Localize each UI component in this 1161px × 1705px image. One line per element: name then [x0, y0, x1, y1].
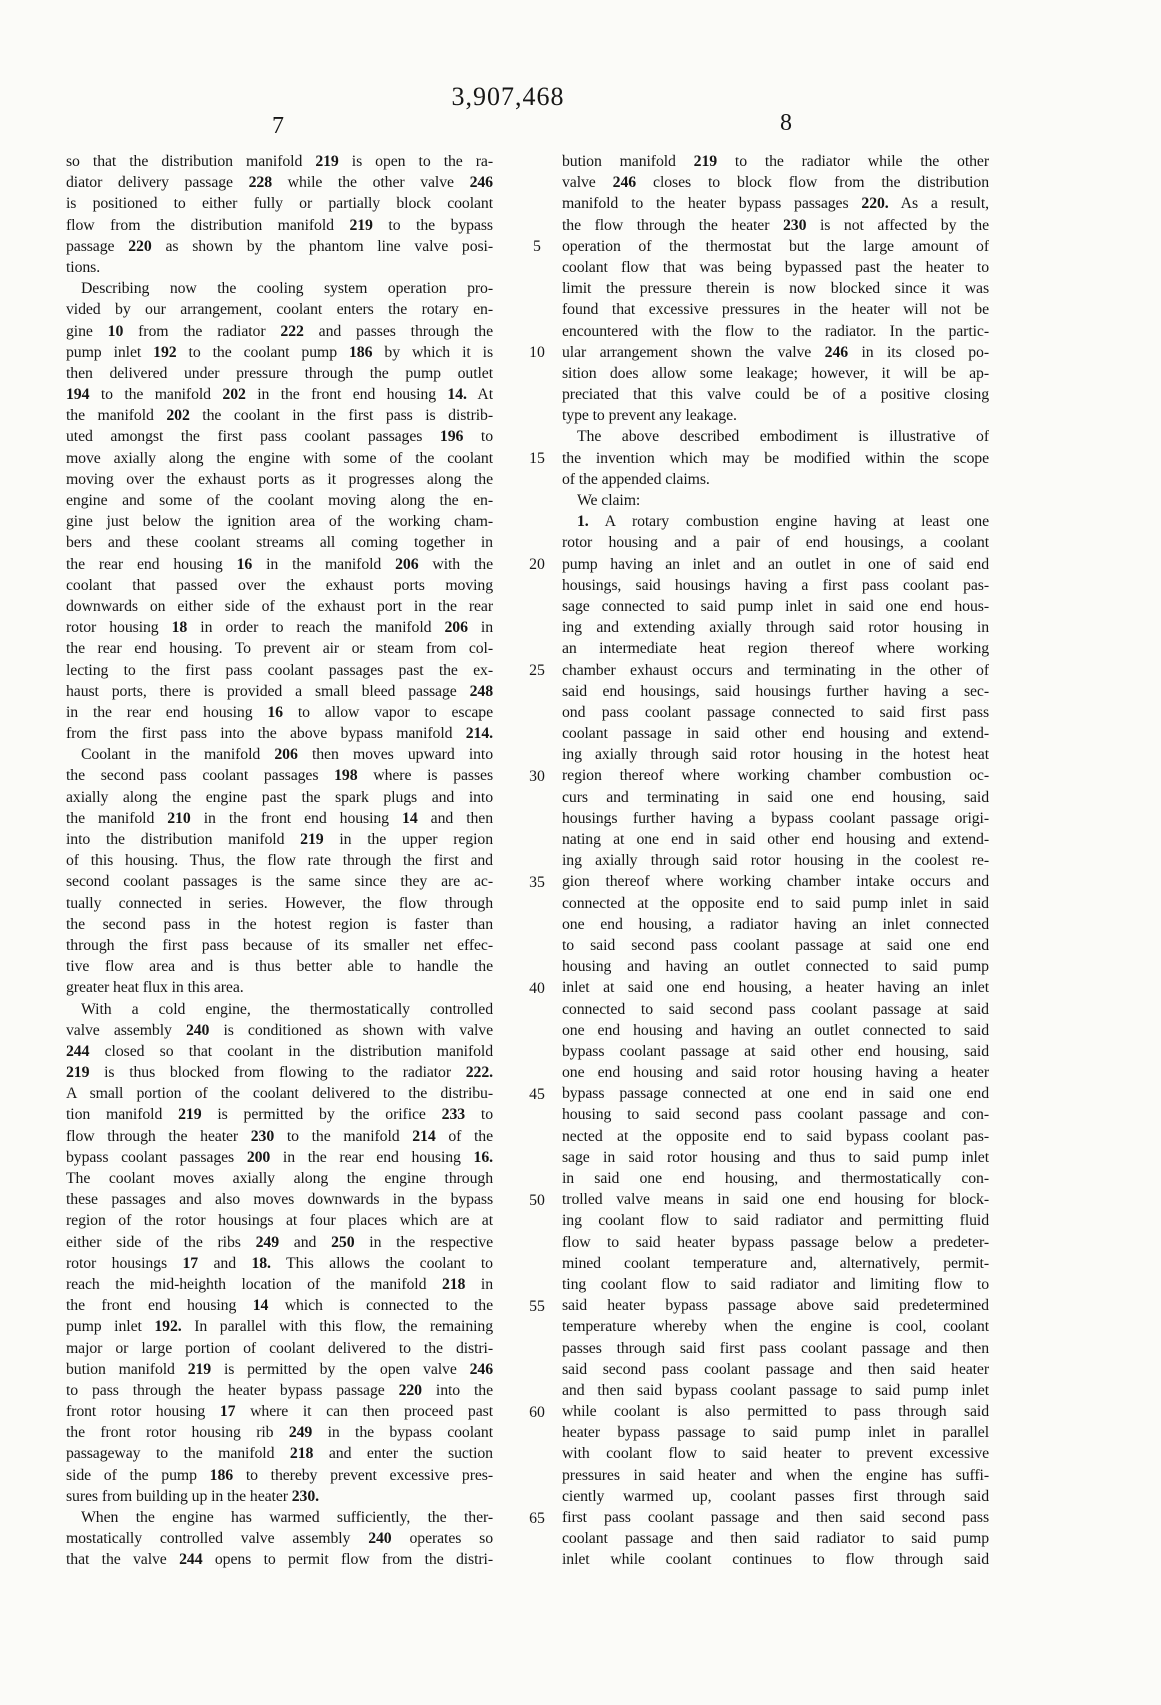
text-line: said second pass coolant passage and then said heater — [562, 1360, 989, 1378]
text-line: rotor housings 17 and 18. This allows the coolant to — [66, 1254, 493, 1272]
text-line: ing axially through said rotor housing in the coolest re- — [562, 852, 989, 870]
text-line: inlet while coolant continues to flow through said — [562, 1551, 989, 1569]
text-line: coolant passage in said other end housing and extend- — [562, 725, 989, 743]
text-line: flow to said heater bypass passage below a predeter- — [562, 1233, 989, 1251]
text-line: With a cold engine, the thermostatically controlled — [81, 1000, 493, 1018]
text-line: while coolant is also permitted to pass through said — [562, 1403, 989, 1421]
line-number: 50 — [529, 1191, 545, 1209]
line-number: 30 — [529, 767, 545, 785]
left-column-text — [66, 151, 493, 1571]
text-line: the invention which may be modified within the scope — [562, 449, 989, 467]
text-line: coolant passage and then said radiator to said pump — [562, 1530, 989, 1548]
text-line: front rotor housing 17 where it can then proceed past — [66, 1403, 493, 1421]
text-line: valve assembly 240 is conditioned as shown with valve — [66, 1021, 493, 1039]
text-line: curs and terminating in said one end housing, said — [562, 788, 989, 806]
text-line: ing axially through said rotor housing in the hotest heat — [562, 746, 989, 764]
column-number-right: 8 — [780, 110, 792, 136]
text-line: gion thereof where working chamber intake occurs and — [562, 873, 989, 891]
text-line: inlet at said one end housing, a heater having an inlet — [562, 979, 989, 997]
text-line: tions. — [66, 258, 101, 276]
line-number: 15 — [529, 449, 545, 467]
text-line: then delivered under pressure through the pump outlet — [66, 364, 493, 382]
text-line: rotor housing 18 in order to reach the manifold 206 in — [66, 619, 493, 637]
text-line: mined coolant temperature and, alternatively, permit- — [562, 1254, 989, 1272]
text-line: sage connected to said pump inlet in said one end hous- — [562, 597, 989, 615]
text-line: to pass through the heater bypass passage 220 into the — [66, 1381, 493, 1399]
text-line: valve 246 closes to block flow from the distribution — [562, 174, 989, 192]
text-line: move axially along the engine with some of the coolant — [66, 449, 493, 467]
text-line: uted amongst the first pass coolant passages 196 to — [66, 428, 493, 446]
text-line: When the engine has warmed sufficiently, the ther- — [81, 1509, 493, 1526]
text-line: bution manifold 219 is permitted by the open valve 246 — [66, 1360, 493, 1378]
column-number-left: 7 — [272, 113, 284, 139]
text-line: ciently warmed up, coolant passes first through said — [562, 1487, 989, 1505]
text-line: haust ports, there is provided a small bleed passage 248 — [66, 682, 493, 700]
text-line: major or large portion of coolant delivered to the distri- — [66, 1339, 493, 1357]
text-line: type to prevent any leakage. — [562, 407, 737, 425]
text-line: tually connected in series. However, the flow through — [66, 894, 493, 912]
text-line: sage in said rotor housing and thus to said pump inlet — [562, 1148, 989, 1166]
text-line: nected at the opposite end to said bypass coolant pas- — [562, 1127, 989, 1145]
text-line: flow from the distribution manifold 219 to the bypass — [66, 216, 493, 234]
text-line: so that the distribution manifold 219 is open to the ra- — [66, 153, 493, 170]
text-line: trolled valve means in said one end housing for block- — [562, 1191, 989, 1209]
text-line: coolant flow that was being bypassed past the heater to — [562, 258, 989, 276]
text-line: passageway to the manifold 218 and enter the suction — [66, 1445, 493, 1463]
text-line: to said second pass coolant passage at said one end — [562, 936, 989, 954]
text-line: sition does allow some leakage; however, it will be ap- — [562, 364, 989, 382]
text-line: one end housing, a radiator having an inlet connected — [562, 915, 989, 933]
text-line: connected to said second pass coolant passage at said — [562, 1000, 989, 1018]
line-number: 65 — [529, 1509, 545, 1527]
text-line: vided by our arrangement, coolant enters the rotary en- — [66, 301, 493, 319]
text-line: rotor housing and a pair of end housings, a coolant — [562, 534, 989, 552]
text-line: mostatically controlled valve assembly 240 operates so — [66, 1530, 493, 1548]
text-line: region of the rotor housings at four places which are at — [66, 1212, 493, 1230]
text-line: the rear end housing 16 in the manifold 206 with the — [66, 555, 493, 573]
text-line: pump having an inlet and an outlet in one of said end — [562, 555, 989, 573]
text-line: gine just below the ignition area of the working cham- — [66, 513, 493, 531]
text-line: limit the pressure therein is now blocked since it was — [562, 280, 989, 298]
text-line: in said one end housing, and thermostatically con- — [562, 1170, 989, 1187]
text-line: operation of the thermostat but the large amount of — [562, 237, 989, 255]
text-line: connected at the opposite end to said pump inlet in said — [562, 894, 989, 912]
text-line: ing coolant flow to said radiator and permitting fluid — [562, 1212, 989, 1230]
text-line: that the valve 244 opens to permit flow from the distri- — [66, 1551, 493, 1569]
text-line: sures from building up in the heater 230. — [66, 1487, 319, 1505]
text-line: the second pass in the hotest region is faster than — [66, 915, 493, 933]
text-line: The coolant moves axially along the engine through — [66, 1170, 493, 1187]
line-number-gutter — [522, 151, 552, 1571]
text-line: 1. A rotary combustion engine having at least one — [577, 513, 989, 531]
text-line: diator delivery passage 228 while the other valve 246 — [66, 174, 493, 192]
text-line: bypass coolant passage at said other end housing, said — [562, 1042, 989, 1060]
text-line: tive flow area and is thus better able to handle the — [66, 958, 493, 976]
text-line: greater heat flux in this area. — [66, 979, 244, 997]
text-line: said end housings, said housings further having a sec- — [562, 682, 989, 700]
text-line: housings further having a bypass coolant passage origi- — [562, 809, 989, 827]
text-line: housing to said second pass coolant passage and con- — [562, 1106, 989, 1124]
text-line: one end housing and said rotor housing having a heater — [562, 1064, 989, 1082]
text-line: of this housing. Thus, the flow rate through the first and — [66, 852, 493, 870]
line-number: 60 — [529, 1403, 545, 1421]
text-line: the rear end housing. To prevent air or steam from col- — [66, 640, 493, 658]
text-line: is positioned to either fully or partially block coolant — [66, 195, 493, 213]
text-line: engine and some of the coolant moving along the en- — [66, 492, 493, 509]
text-line: the front end housing 14 which is connected to the — [66, 1297, 493, 1315]
text-line: lecting to the first pass coolant passages past the ex- — [66, 661, 493, 679]
line-number: 10 — [529, 343, 545, 361]
line-number: 5 — [533, 237, 541, 255]
text-line: region thereof where working chamber combustion oc- — [562, 767, 989, 785]
text-line: encountered with the flow to the radiator. In the partic- — [562, 322, 989, 340]
text-line: gine 10 from the radiator 222 and passes through the — [66, 322, 493, 340]
text-line: and then said bypass coolant passage to said pump inlet — [562, 1381, 989, 1399]
text-line: chamber exhaust occurs and terminating in the other of — [562, 661, 989, 679]
text-line: axially along the engine past the spark plugs and into — [66, 788, 493, 806]
text-line: in the rear end housing 16 to allow vapor to escape — [66, 703, 493, 721]
text-line: reach the mid-heighth location of the manifold 218 in — [66, 1275, 493, 1293]
text-line: bypass passage connected at one end in said one end — [562, 1085, 989, 1103]
text-line: bypass coolant passages 200 in the rear end housing 16. — [66, 1148, 493, 1166]
text-line: with coolant flow to said heater to prevent excessive — [562, 1445, 989, 1463]
text-line: temperature whereby when the engine is cool, coolant — [562, 1318, 989, 1336]
text-line: manifold to the heater bypass passages 220. As a result, — [562, 195, 989, 213]
text-line: housings, said housings having a first pass coolant pas- — [562, 576, 989, 594]
text-line: nating at one end in said other end housing and extend- — [562, 831, 989, 848]
text-line: bers and these coolant streams all coming together in — [66, 534, 493, 552]
text-line: downwards on either side of the exhaust port in the rear — [66, 597, 493, 615]
text-line: the second pass coolant passages 198 where is passes — [66, 767, 493, 785]
text-line: bution manifold 219 to the radiator while the other — [562, 153, 989, 170]
text-line: tion manifold 219 is permitted by the orifice 233 to — [66, 1106, 493, 1124]
text-line: moving over the exhaust ports as it progresses along the — [66, 470, 493, 488]
line-number: 45 — [529, 1085, 545, 1103]
text-line: 219 is thus blocked from flowing to the radiator 222. — [66, 1064, 493, 1082]
text-line: ing and extending axially through said rotor housing in — [562, 619, 989, 637]
text-line: one end housing and having an outlet connected to said — [562, 1021, 989, 1039]
text-line: pump inlet 192. In parallel with this flow, the remaining — [66, 1318, 493, 1336]
text-line: from the first pass into the above bypass manifold 214. — [66, 725, 493, 743]
patent-number: 3,907,468 — [451, 82, 565, 111]
text-line: first pass coolant passage and then said second pass — [562, 1509, 989, 1526]
text-line: the manifold 202 the coolant in the first pass is distrib- — [66, 407, 493, 425]
line-number: 55 — [529, 1297, 545, 1315]
text-line: ting coolant flow to said radiator and limiting flow to — [562, 1275, 989, 1293]
text-line: pump inlet 192 to the coolant pump 186 by which it is — [66, 343, 493, 361]
text-line: the flow through the heater 230 is not affected by the — [562, 216, 989, 234]
right-column-text — [562, 151, 989, 1571]
text-line: The above described embodiment is illustrative of — [577, 428, 989, 446]
line-number: 20 — [529, 555, 545, 573]
text-line: ular arrangement shown the valve 246 in its closed po- — [562, 343, 989, 361]
text-line: 194 to the manifold 202 in the front end housing 14. At — [66, 386, 493, 404]
line-number: 40 — [529, 979, 545, 997]
text-line: second coolant passages is the same since they are ac- — [66, 873, 493, 891]
text-line: the front rotor housing rib 249 in the bypass coolant — [66, 1424, 493, 1442]
text-line: Describing now the cooling system operation pro- — [81, 280, 493, 298]
text-line: these passages and also moves downwards in the bypass — [66, 1191, 493, 1209]
text-line: housing and having an outlet connected to said pump — [562, 958, 989, 976]
text-line: an intermediate heat region thereof where working — [562, 640, 989, 658]
text-line: said heater bypass passage above said predetermined — [562, 1297, 989, 1315]
text-line: A small portion of the coolant delivered to the distribu- — [66, 1085, 493, 1103]
text-line: ond pass coolant passage connected to said first pass — [562, 703, 989, 721]
text-line: passage 220 as shown by the phantom line valve posi- — [66, 237, 493, 255]
text-line: heater bypass passage to said pump inlet in parallel — [562, 1424, 989, 1442]
text-line: Coolant in the manifold 206 then moves upward into — [81, 746, 493, 764]
text-line: either side of the ribs 249 and 250 in the respective — [66, 1233, 493, 1251]
text-line: passes through said first pass coolant passage and then — [562, 1339, 989, 1357]
text-line: We claim: — [577, 492, 641, 509]
text-line: pressures in said heater and when the engine has suffi- — [562, 1466, 989, 1484]
text-line: preciated that this valve could be of a positive closing — [562, 386, 989, 404]
text-line: flow through the heater 230 to the manifold 214 of the — [66, 1127, 493, 1145]
text-line: found that excessive pressures in the heater will not be — [562, 301, 989, 319]
line-number: 35 — [529, 873, 545, 891]
text-line: side of the pump 186 to thereby prevent excessive pres- — [66, 1466, 493, 1484]
text-line: the manifold 210 in the front end housing 14 and then — [66, 809, 493, 827]
text-line: coolant that passed over the exhaust ports moving — [66, 576, 493, 594]
line-number: 25 — [529, 661, 545, 679]
text-line: through the first pass because of its smaller net effec- — [66, 936, 493, 954]
text-line: into the distribution manifold 219 in the upper region — [66, 831, 493, 848]
text-line: 244 closed so that coolant in the distribution manifold — [66, 1042, 493, 1060]
text-line: of the appended claims. — [562, 470, 710, 488]
